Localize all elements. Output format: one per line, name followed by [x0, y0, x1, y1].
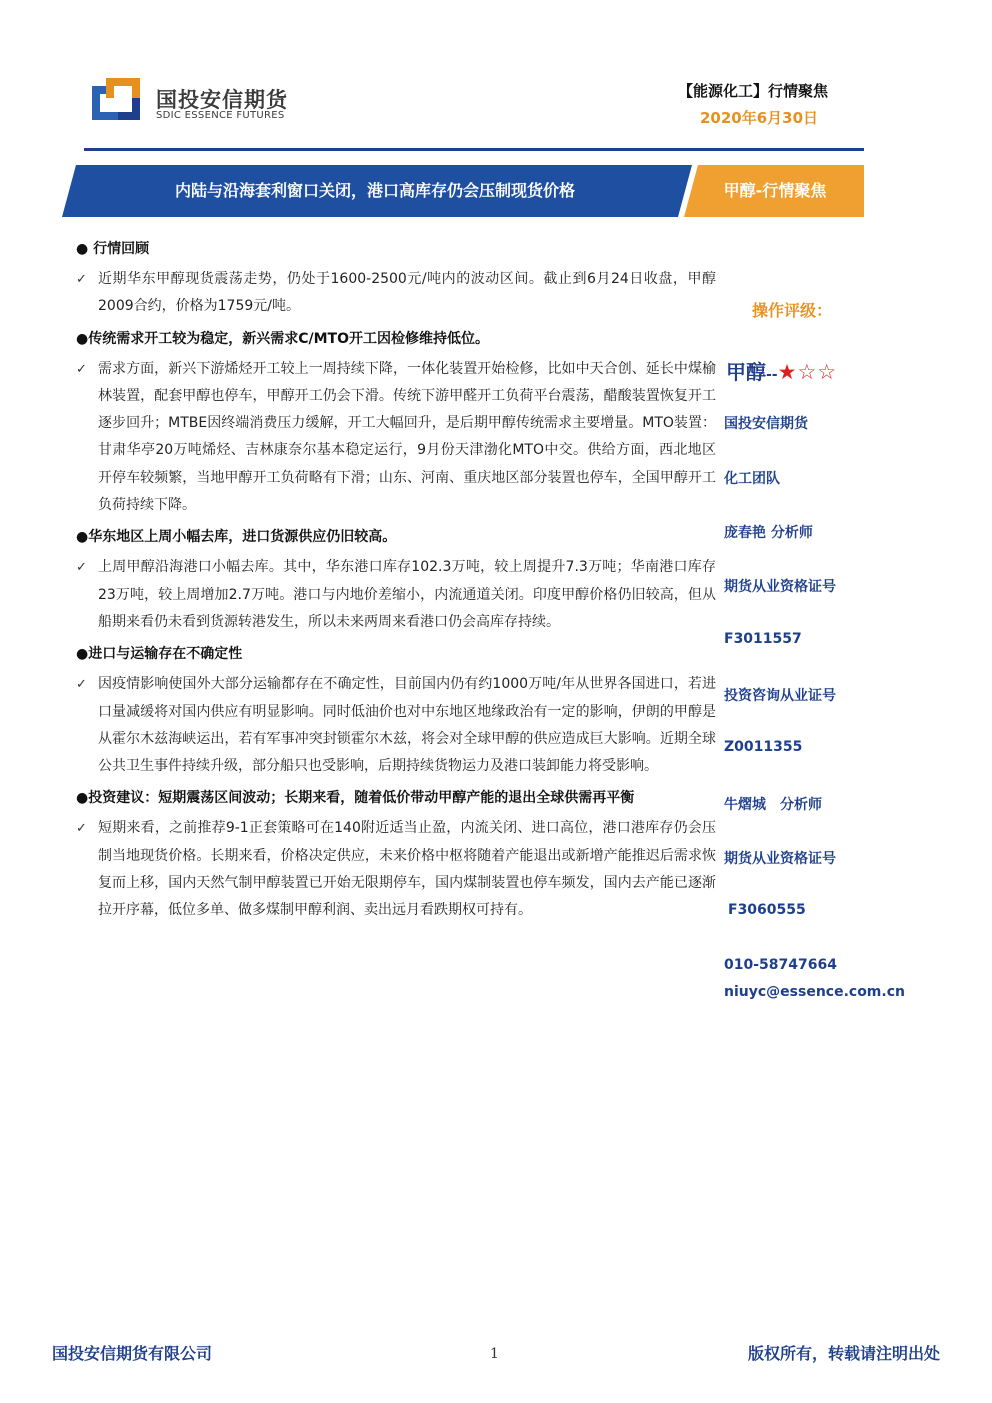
rating-stars-icon: ★☆☆: [777, 360, 838, 384]
company-logo: [92, 78, 342, 128]
logo-english-name: SDIC ESSENCE FUTURES: [156, 110, 285, 121]
sidebar-analyst-1-consult-label: 投资咨询从业证号: [724, 688, 836, 704]
sidebar-company: 国投安信期货: [724, 416, 808, 432]
section-paragraph: [76, 356, 716, 520]
check-icon: ✓: [76, 361, 87, 377]
sidebar-analyst-1: 庞春艳 分析师: [724, 525, 813, 541]
sidebar-analyst-1-cert: F3011557: [724, 631, 802, 647]
report-header-info: [678, 80, 828, 128]
header-divider: [84, 148, 864, 151]
paragraph-text: 短期来看，之前推荐9-1正套策略可在140附近适当止盈，内流关闭、进口高位，港口港库存仍会压制当地现货价格。长期来看，价格决定供应，未来价格中枢将随着产能退出或新增产能推迟后需求恢复而上移，国内天然气制甲醇装置已开始无限期停车，国内煤制装置也停车频发，国内去产能已逐渐拉开序幕，低位多单、做多煤制甲醇利润、卖出远月看跌期权可持有。: [98, 820, 716, 919]
section-heading: ●传统需求开工较为稳定，新兴需求C/MTO开工因检修维持低位。: [76, 330, 489, 347]
rating-product: 甲醇: [726, 360, 766, 384]
logo-mark-icon: [92, 78, 140, 124]
sidebar-analyst-2: 牛熠城 分析师: [724, 797, 822, 813]
logo-name: 国投安信期货: [156, 88, 288, 112]
check-icon: ✓: [76, 821, 87, 837]
sidebar-analyst-2-cert-label: 期货从业资格证号: [724, 851, 836, 867]
check-icon: ✓: [76, 560, 87, 576]
report-date: 2020年6月30日: [699, 109, 819, 127]
rating: [726, 356, 837, 385]
page-number: 1: [490, 1346, 499, 1362]
sidebar-team: 化工团队: [724, 471, 780, 487]
paragraph-text: 需求方面，新兴下游烯烃开工较上一周持续下降，一体化装置开始检修，比如中天合创、延长中煤榆林装置，配套甲醇也停车，甲醇开工仍会下滑。传统下游甲醛开工负荷平台震荡，醋酸装置恢复开工逐步回升；MTBE因终端消费压力缓解，开工大幅回升，是后期甲醇传统需求主要增量。MTO装置：甘肃华亭20万吨烯烃、吉林康奈尔基本稳定运行，9月份天津渤化MTO中交。供给方面，西北地区开停车较频繁，当地甲醇开工负荷略有下滑；山东、河南、重庆地区部分装置也停车，全国甲醇开工负荷持续下降。: [98, 360, 716, 514]
section-heading: ●进口与运输存在不确定性: [76, 646, 243, 663]
section-heading: ● 行情回顾: [76, 241, 150, 257]
sidebar-analyst-1-cert-label: 期货从业资格证号: [724, 579, 836, 595]
banner-tag: 甲醇-行情聚焦: [723, 181, 827, 200]
section-paragraph: [76, 266, 716, 321]
rating-dash: --: [766, 367, 778, 383]
check-icon: ✓: [76, 677, 87, 693]
sidebar-analyst-1-consult: Z0011355: [724, 739, 803, 755]
section-paragraph: [76, 815, 716, 924]
footer-copyright: 版权所有，转载请注明出处: [747, 1344, 940, 1363]
footer-company: 国投安信期货有限公司: [52, 1344, 213, 1363]
paragraph-text: 因疫情影响使国外大部分运输都存在不确定性，目前国内仍有约1000万吨/年从世界各国进口，若进口量减缓将对国内供应有明显影响。同时低油价也对中东地区地缘政治有一定的影响，伊朗的甲醇是从霍尔木兹海峡运出，若有军事冲突封锁霍尔木兹，将会对全球甲醇的供应造成巨大影响。近期全球公共卫生事件持续升级，部分船只也受影响，后期持续货物运力及港口装卸能力将受影响。: [98, 676, 716, 775]
report-category: 【能源化工】行情聚焦: [677, 82, 828, 100]
main-content: [76, 238, 716, 925]
sidebar-email[interactable]: niuyc@essence.com.cn: [724, 984, 905, 1000]
banner-title: 内陆与沿海套利窗口关闭，港口高库存仍会压制现货价格: [174, 181, 575, 200]
check-icon: ✓: [76, 272, 87, 287]
section-paragraph: [76, 671, 716, 780]
rating-label: 操作评级：: [752, 301, 833, 320]
sidebar-phone: 010-58747664: [724, 957, 837, 973]
section-heading: ●华东地区上周小幅去库，进口货源供应仍旧较高。: [76, 529, 397, 546]
section-paragraph: [76, 554, 716, 636]
paragraph-text: 近期华东甲醇现货震荡走势，仍处于1600-2500元/吨内的波动区间。截止到6月24日收盘，甲醇2009合约，价格为1759元/吨。: [98, 271, 716, 315]
paragraph-text: 上周甲醇沿海港口小幅去库。其中，华东港口库存102.3万吨，较上周提升7.3万吨；华南港口库存23万吨，较上周增加2.7万吨。港口与内地价差缩小，内流通道关闭。印度甲醇价格仍旧较高，但从船期来看仍未看到货源转港发生，所以未来两周来看港口仍会高库存持续。: [98, 559, 716, 630]
sidebar-analyst-2-cert: F3060555: [728, 902, 806, 918]
section-heading: ●投资建议：短期震荡区间波动；长期来看，随着低价带动甲醇产能的退出全球供需再平衡: [76, 790, 635, 807]
